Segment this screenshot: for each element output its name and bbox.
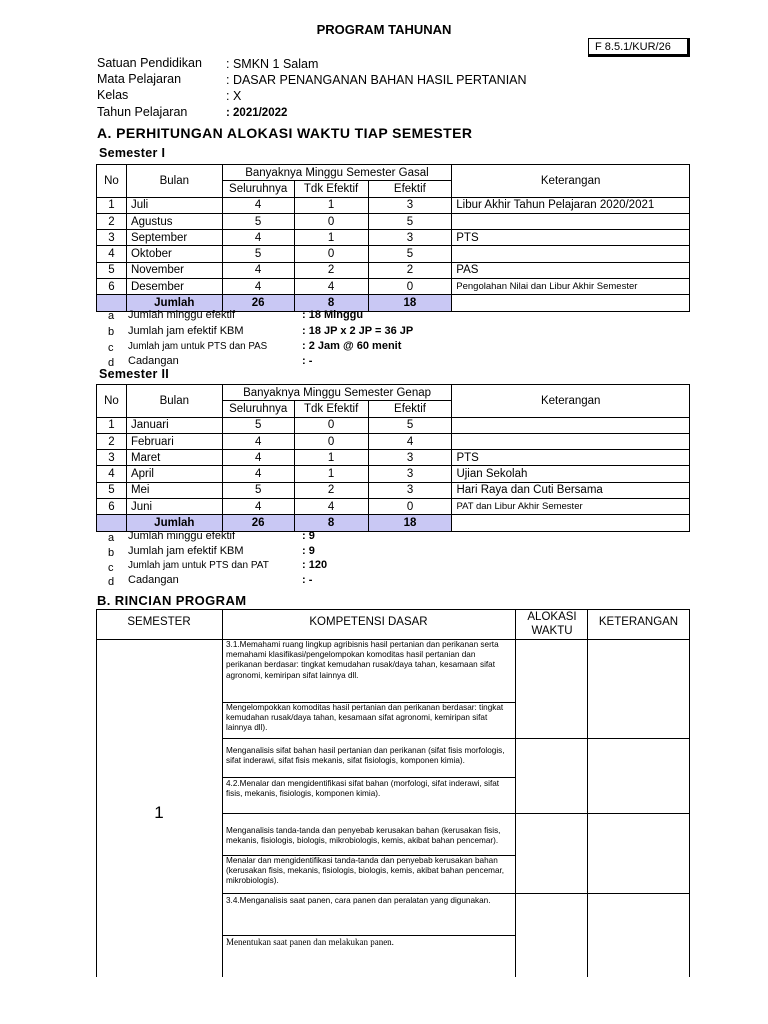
row-divider — [222, 935, 515, 936]
cell-seluruhnya: 4 — [222, 262, 294, 278]
header-semester: SEMESTER — [127, 616, 191, 628]
col-divider — [222, 609, 223, 977]
section-b-title: B. RINCIAN PROGRAM — [97, 593, 247, 608]
cell-bulan: Agustus — [126, 213, 222, 229]
cell-efektif: 3 — [368, 450, 452, 466]
kd-item: 3.4.Menganalisis saat panen, cara panen dan peralatan yang digunakan. — [226, 896, 491, 905]
summary-value: : 9 — [302, 530, 315, 542]
cell-no: 2 — [97, 213, 127, 229]
summary-value: : - — [302, 355, 313, 367]
cell-efektif: 5 — [368, 246, 452, 262]
cell-bulan: April — [126, 466, 222, 482]
cell-tdk: 2 — [294, 482, 368, 498]
cell-no: 5 — [97, 262, 127, 278]
cell-seluruhnya: 4 — [222, 499, 294, 515]
col-tdk-efektif: Tdk Efektif — [294, 181, 368, 197]
cell-bulan: Januari — [126, 417, 222, 433]
header-keterangan: KETERANGAN — [598, 616, 679, 628]
cell-tdk: 0 — [294, 213, 368, 229]
kd-item: 3.1.Memahami ruang lingkup agribisnis hasil pertanian dan perikanan serta memahami klasifikasi/pengelompokan komoditas hasil pertanian dan perikanan berdasar: tingkat kemudahan rusak/daya tahan, kesamaan sifat agronomi, kemiripan sifat lainnya dll. — [226, 640, 499, 680]
semester2-table — [96, 384, 690, 532]
semester-number: 1 — [154, 803, 164, 822]
summary-letter: d — [108, 357, 115, 369]
cell-tdk: 0 — [294, 433, 368, 449]
table-row — [97, 450, 690, 466]
summary-label: Jumlah minggu efektif — [128, 530, 235, 542]
table-row — [97, 499, 690, 515]
info-value: : X — [226, 89, 242, 103]
cell-bulan: Maret — [126, 450, 222, 466]
col-group: Banyaknya Minggu Semester Genap — [222, 385, 452, 401]
cell-efektif: 0 — [368, 279, 452, 295]
kd-item: Mengelompokkan komoditas hasil pertanian dan perikanan berdasar: tingkat kemudahan rusak/daya tahan, kesamaan sifat agronomi, kemiripan sifat lainnya dll). — [226, 703, 504, 733]
cell-bulan: Desember — [126, 279, 222, 295]
cell-efektif: 3 — [368, 482, 452, 498]
summary-letter: c — [108, 342, 114, 354]
cell-ket — [452, 213, 690, 229]
semester1-title: Semester I — [99, 146, 166, 160]
cell-no: 5 — [97, 482, 127, 498]
cell-seluruhnya: 4 — [222, 279, 294, 295]
cell-seluruhnya: 4 — [222, 433, 294, 449]
table-row — [97, 262, 690, 278]
cell-no: 4 — [97, 246, 127, 262]
cell-bulan: Juni — [126, 499, 222, 515]
col-divider — [587, 609, 588, 977]
total-seluruhnya: 26 — [222, 515, 294, 531]
row-divider — [222, 738, 690, 739]
info-value: : SMKN 1 Salam — [226, 57, 319, 71]
cell-tdk: 1 — [294, 450, 368, 466]
summary-value: : 18 Minggu — [302, 309, 364, 321]
cell-seluruhnya: 4 — [222, 230, 294, 246]
cell-ket: Ujian Sekolah — [452, 466, 690, 482]
cell-tdk: 2 — [294, 262, 368, 278]
total-seluruhnya: 26 — [222, 295, 294, 311]
col-divider — [515, 609, 516, 977]
document-title: PROGRAM TAHUNAN — [316, 22, 452, 37]
total-efektif: 18 — [368, 515, 452, 531]
cell-empty — [452, 295, 690, 311]
summary-value: : 2 Jam @ 60 menit — [302, 340, 402, 352]
cell-tdk: 1 — [294, 230, 368, 246]
table-row — [97, 197, 690, 213]
total-efektif: 18 — [368, 295, 452, 311]
summary-label: Cadangan — [128, 574, 179, 586]
table-row — [97, 279, 690, 295]
cell-seluruhnya: 4 — [222, 450, 294, 466]
cell-efektif: 4 — [368, 433, 452, 449]
cell-seluruhnya: 5 — [222, 417, 294, 433]
cell-ket — [452, 246, 690, 262]
cell-seluruhnya: 5 — [222, 213, 294, 229]
table-row — [97, 417, 690, 433]
cell-ket: Pengolahan Nilai dan Libur Akhir Semester — [452, 279, 690, 295]
cell-tdk: 1 — [294, 466, 368, 482]
cell-no: 1 — [97, 197, 127, 213]
col-bulan: Bulan — [126, 385, 222, 418]
summary-value: : - — [302, 574, 313, 586]
cell-ket — [452, 417, 690, 433]
row-divider — [222, 813, 690, 814]
cell-ket — [452, 433, 690, 449]
cell-efektif: 5 — [368, 213, 452, 229]
info-label: Satuan Pendidikan — [97, 56, 202, 70]
col-bulan: Bulan — [126, 165, 222, 198]
info-label: Kelas — [97, 88, 129, 102]
cell-bulan: Juli — [126, 197, 222, 213]
total-tdk: 8 — [294, 515, 368, 531]
summary-letter: d — [108, 576, 115, 588]
summary-value: : 120 — [302, 559, 328, 571]
table-row — [97, 466, 690, 482]
summary-label: Jumlah jam untuk PTS dan PAS — [128, 341, 268, 352]
cell-no: 3 — [97, 230, 127, 246]
table-row — [97, 213, 690, 229]
summary-letter: b — [108, 326, 115, 338]
cell-ket: PTS — [452, 230, 690, 246]
summary-label: Jumlah jam efektif KBM — [128, 325, 244, 337]
cell-ket: Libur Akhir Tahun Pelajaran 2020/2021 — [452, 197, 690, 213]
row-divider — [222, 777, 515, 778]
col-group: Banyaknya Minggu Semester Gasal — [222, 165, 452, 181]
cell-no: 4 — [97, 466, 127, 482]
col-efektif: Efektif — [368, 401, 452, 417]
kd-item: Menganalisis sifat bahan hasil pertanian dan perikanan (sifat fisis morfologis, sifat inderawi, sifat fisis mekanis, sifat fisiologis, komponen kimia). — [226, 746, 505, 766]
kd-item: 4.2.Menalar dan mengidentifikasi sifat bahan (morfologi, sifat inderawi, sifat fisis, mekanis, fisiologis, komponen kimia). — [226, 779, 500, 799]
cell-efektif: 2 — [368, 262, 452, 278]
form-code: F 8.5.1/KUR/26 — [588, 38, 690, 57]
cell-seluruhnya: 5 — [222, 482, 294, 498]
summary-value: : 18 JP x 2 JP = 36 JP — [302, 325, 414, 337]
header-kompetensi: KOMPETENSI DASAR — [309, 616, 428, 628]
cell-bulan: November — [126, 262, 222, 278]
summary-letter: b — [108, 547, 115, 559]
table-row — [97, 433, 690, 449]
summary-letter: a — [108, 532, 115, 544]
table-row — [97, 482, 690, 498]
col-seluruhnya: Seluruhnya — [222, 401, 294, 417]
cell-ket: PAT dan Libur Akhir Semester — [452, 499, 690, 515]
cell-bulan: Mei — [126, 482, 222, 498]
summary-label: Jumlah jam efektif KBM — [128, 545, 244, 557]
col-seluruhnya: Seluruhnya — [222, 181, 294, 197]
cell-efektif: 5 — [368, 417, 452, 433]
semester2-title: Semester II — [99, 367, 170, 381]
cell-efektif: 3 — [368, 466, 452, 482]
cell-tdk: 0 — [294, 417, 368, 433]
cell-empty — [97, 515, 127, 531]
cell-seluruhnya: 4 — [222, 197, 294, 213]
summary-letter: c — [108, 562, 114, 574]
cell-no: 2 — [97, 433, 127, 449]
cell-seluruhnya: 4 — [222, 466, 294, 482]
summary-label: Jumlah minggu efektif — [128, 309, 235, 321]
summary-label: Jumlah jam untuk PTS dan PAT — [128, 560, 269, 571]
summary-letter: a — [108, 310, 115, 322]
kd-item: Menentukan saat panen dan melakukan panen. — [226, 937, 394, 947]
cell-ket: PTS — [452, 450, 690, 466]
total-label: Jumlah — [126, 295, 222, 311]
cell-ket: PAS — [452, 262, 690, 278]
cell-no: 6 — [97, 279, 127, 295]
cell-efektif: 3 — [368, 197, 452, 213]
cell-ket: Hari Raya dan Cuti Bersama — [452, 482, 690, 498]
col-no: No — [97, 165, 127, 198]
cell-tdk: 0 — [294, 246, 368, 262]
col-keterangan: Keterangan — [452, 165, 690, 198]
kd-item: Menalar dan mengidentifikasi tanda-tanda dan penyebab kerusakan bahan (kerusakan fisis, mekanis, fisiologis, biologis, kemis, akibat bahan pencemar, mikrobiologis). — [226, 856, 505, 886]
cell-efektif: 0 — [368, 499, 452, 515]
cell-bulan: Oktober — [126, 246, 222, 262]
table-row — [97, 230, 690, 246]
cell-efektif: 3 — [368, 230, 452, 246]
cell-tdk: 4 — [294, 499, 368, 515]
col-tdk-efektif: Tdk Efektif — [294, 401, 368, 417]
cell-no: 3 — [97, 450, 127, 466]
section-a-title: A. PERHITUNGAN ALOKASI WAKTU TIAP SEMESTER — [97, 125, 473, 141]
semester1-table — [96, 164, 690, 312]
cell-bulan: September — [126, 230, 222, 246]
col-efektif: Efektif — [368, 181, 452, 197]
cell-seluruhnya: 5 — [222, 246, 294, 262]
info-label: Tahun Pelajaran — [97, 105, 188, 119]
total-label: Jumlah — [126, 515, 222, 531]
col-no: No — [97, 385, 127, 418]
header-alokasi: ALOKASI WAKTU — [527, 611, 577, 637]
info-value: : 2021/2022 — [226, 107, 288, 119]
col-keterangan: Keterangan — [452, 385, 690, 418]
cell-empty — [452, 515, 690, 531]
cell-tdk: 1 — [294, 197, 368, 213]
total-tdk: 8 — [294, 295, 368, 311]
row-divider — [222, 893, 690, 894]
info-value: : DASAR PENANGANAN BAHAN HASIL PERTANIAN — [226, 73, 527, 87]
summary-label: Cadangan — [128, 355, 179, 367]
info-label: Mata Pelajaran — [97, 72, 182, 86]
cell-bulan: Februari — [126, 433, 222, 449]
summary-value: : 9 — [302, 545, 315, 557]
cell-no: 6 — [97, 499, 127, 515]
table-row — [97, 246, 690, 262]
cell-no: 1 — [97, 417, 127, 433]
cell-tdk: 4 — [294, 279, 368, 295]
kd-item: Menganalisis tanda-tanda dan penyebab kerusakan bahan (kerusakan fisis, mekanis, fisiologis, biologis, mikrobiologis, kemis, akibat bahan pencemar). — [226, 826, 501, 846]
